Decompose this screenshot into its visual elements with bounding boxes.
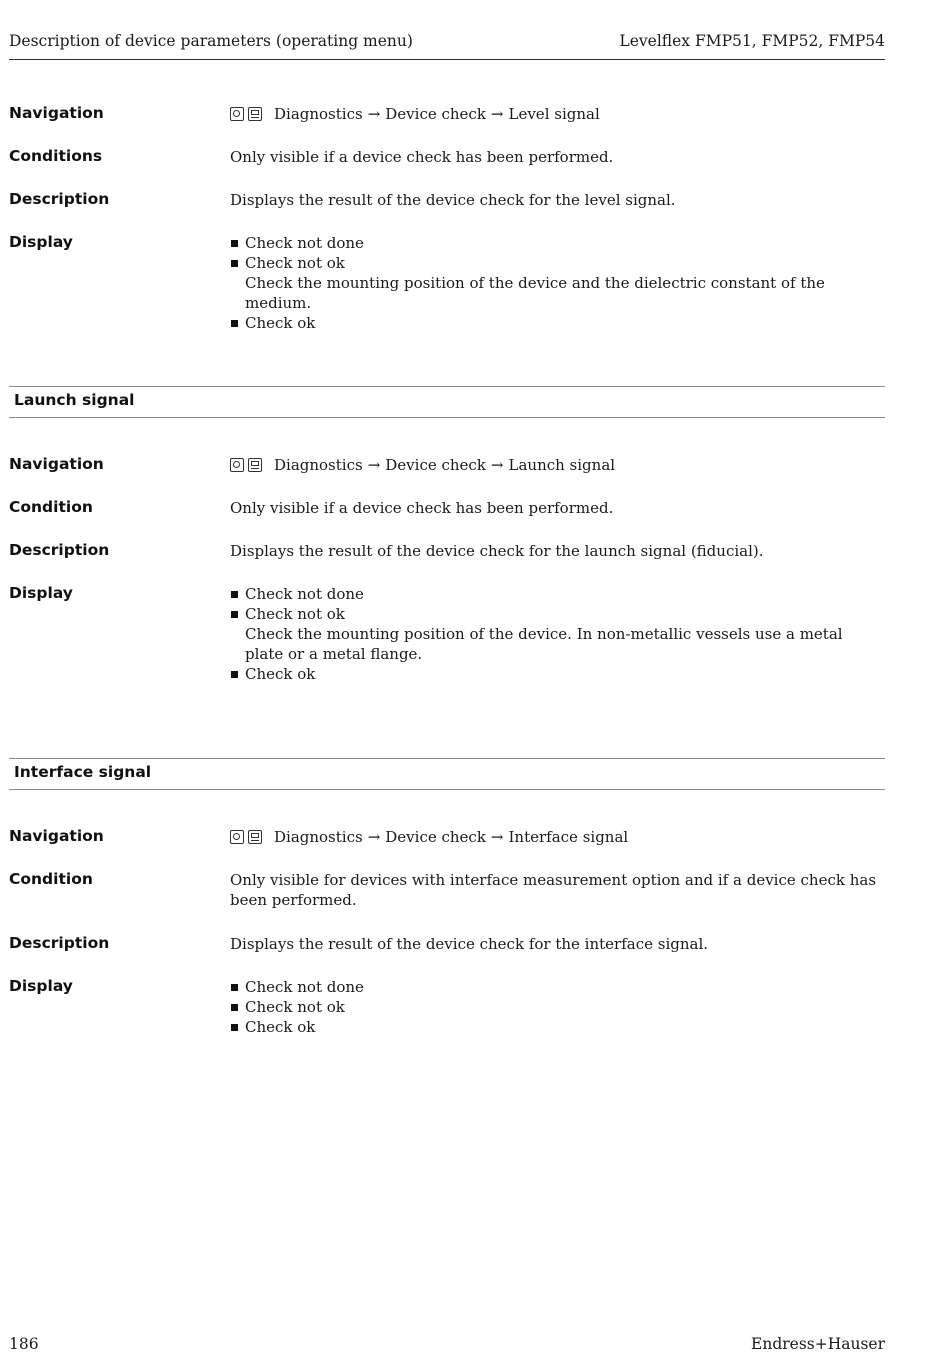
option-note: Check the mounting position of the device and the dielectric constant of the medium. — [245, 274, 825, 312]
display-operation-icon — [230, 830, 244, 844]
section-heading-interface-signal — [9, 758, 885, 790]
navigation-path — [230, 455, 880, 475]
arrow-right-icon: → — [367, 456, 381, 474]
display-operation-icon — [230, 107, 244, 121]
brand-name: Endress+Hauser — [751, 1335, 885, 1353]
arrow-right-icon: → — [490, 456, 504, 474]
nav-step: Device check — [385, 828, 486, 846]
nav-step: Device check — [385, 456, 486, 474]
arrow-right-icon: → — [490, 105, 504, 123]
arrow-right-icon: → — [367, 828, 381, 846]
nav-step: Diagnostics — [274, 828, 363, 846]
nav-step: Interface signal — [508, 828, 629, 846]
section-title: Interface signal — [14, 763, 152, 781]
condition-label: Condition — [9, 870, 93, 888]
display-label: Display — [9, 977, 73, 995]
condition-label: Condition — [9, 498, 93, 516]
description-label: Description — [9, 541, 110, 559]
condition-text: Only visible for devices with interface measurement option and if a device check has been performed. — [230, 871, 877, 909]
description-text: Displays the result of the device check for the interface signal. — [230, 935, 709, 953]
list-item: Check not ok Check the mounting position of the device. In non-metallic vessels use a metal plate or a metal flange. — [230, 604, 880, 664]
navigation-label: Navigation — [9, 455, 104, 473]
navigation-path — [230, 104, 880, 124]
nav-step: Launch signal — [508, 456, 616, 474]
nav-step: Diagnostics — [274, 105, 363, 123]
arrow-right-icon: → — [367, 105, 381, 123]
description-text: Displays the result of the device check for the launch signal (fiducial). — [230, 542, 764, 560]
list-item: Check not done — [230, 233, 880, 253]
header-product-name: Levelflex FMP51, FMP52, FMP54 — [619, 32, 885, 50]
condition-text: Only visible if a device check has been performed. — [230, 499, 614, 517]
list-item: Check ok — [230, 664, 880, 684]
nav-step: Device check — [385, 105, 486, 123]
display-label: Display — [9, 584, 73, 602]
description-label: Description — [9, 934, 110, 952]
list-item: Check not done — [230, 977, 880, 997]
list-item: Check not ok Check the mounting position of the device and the dielectric constant of the medium. — [230, 253, 880, 313]
display-options — [230, 584, 880, 684]
section-heading-launch-signal — [9, 386, 885, 418]
page-number: 186 — [9, 1335, 39, 1353]
operating-tool-icon — [248, 107, 262, 121]
display-operation-icon — [230, 458, 244, 472]
conditions-text: Only visible if a device check has been performed. — [230, 148, 614, 166]
display-options — [230, 233, 880, 333]
option-note: Check the mounting position of the device. In non-metallic vessels use a metal plate or a metal flange. — [245, 625, 843, 663]
operating-tool-icon — [248, 458, 262, 472]
navigation-label: Navigation — [9, 104, 104, 122]
description-text: Displays the result of the device check for the level signal. — [230, 191, 676, 209]
page-header — [9, 30, 885, 60]
list-item: Check not done — [230, 584, 880, 604]
header-section-title: Description of device parameters (operating menu) — [9, 32, 413, 50]
nav-step: Diagnostics — [274, 456, 363, 474]
navigation-path — [230, 827, 880, 847]
list-item: Check ok — [230, 1017, 880, 1037]
list-item: Check not ok — [230, 997, 880, 1017]
navigation-label: Navigation — [9, 827, 104, 845]
nav-step: Level signal — [508, 105, 600, 123]
section-title: Launch signal — [14, 391, 135, 409]
arrow-right-icon: → — [490, 828, 504, 846]
display-options — [230, 977, 880, 1037]
display-label: Display — [9, 233, 73, 251]
conditions-label: Conditions — [9, 147, 103, 165]
operating-tool-icon — [248, 830, 262, 844]
list-item: Check ok — [230, 313, 880, 333]
description-label: Description — [9, 190, 110, 208]
